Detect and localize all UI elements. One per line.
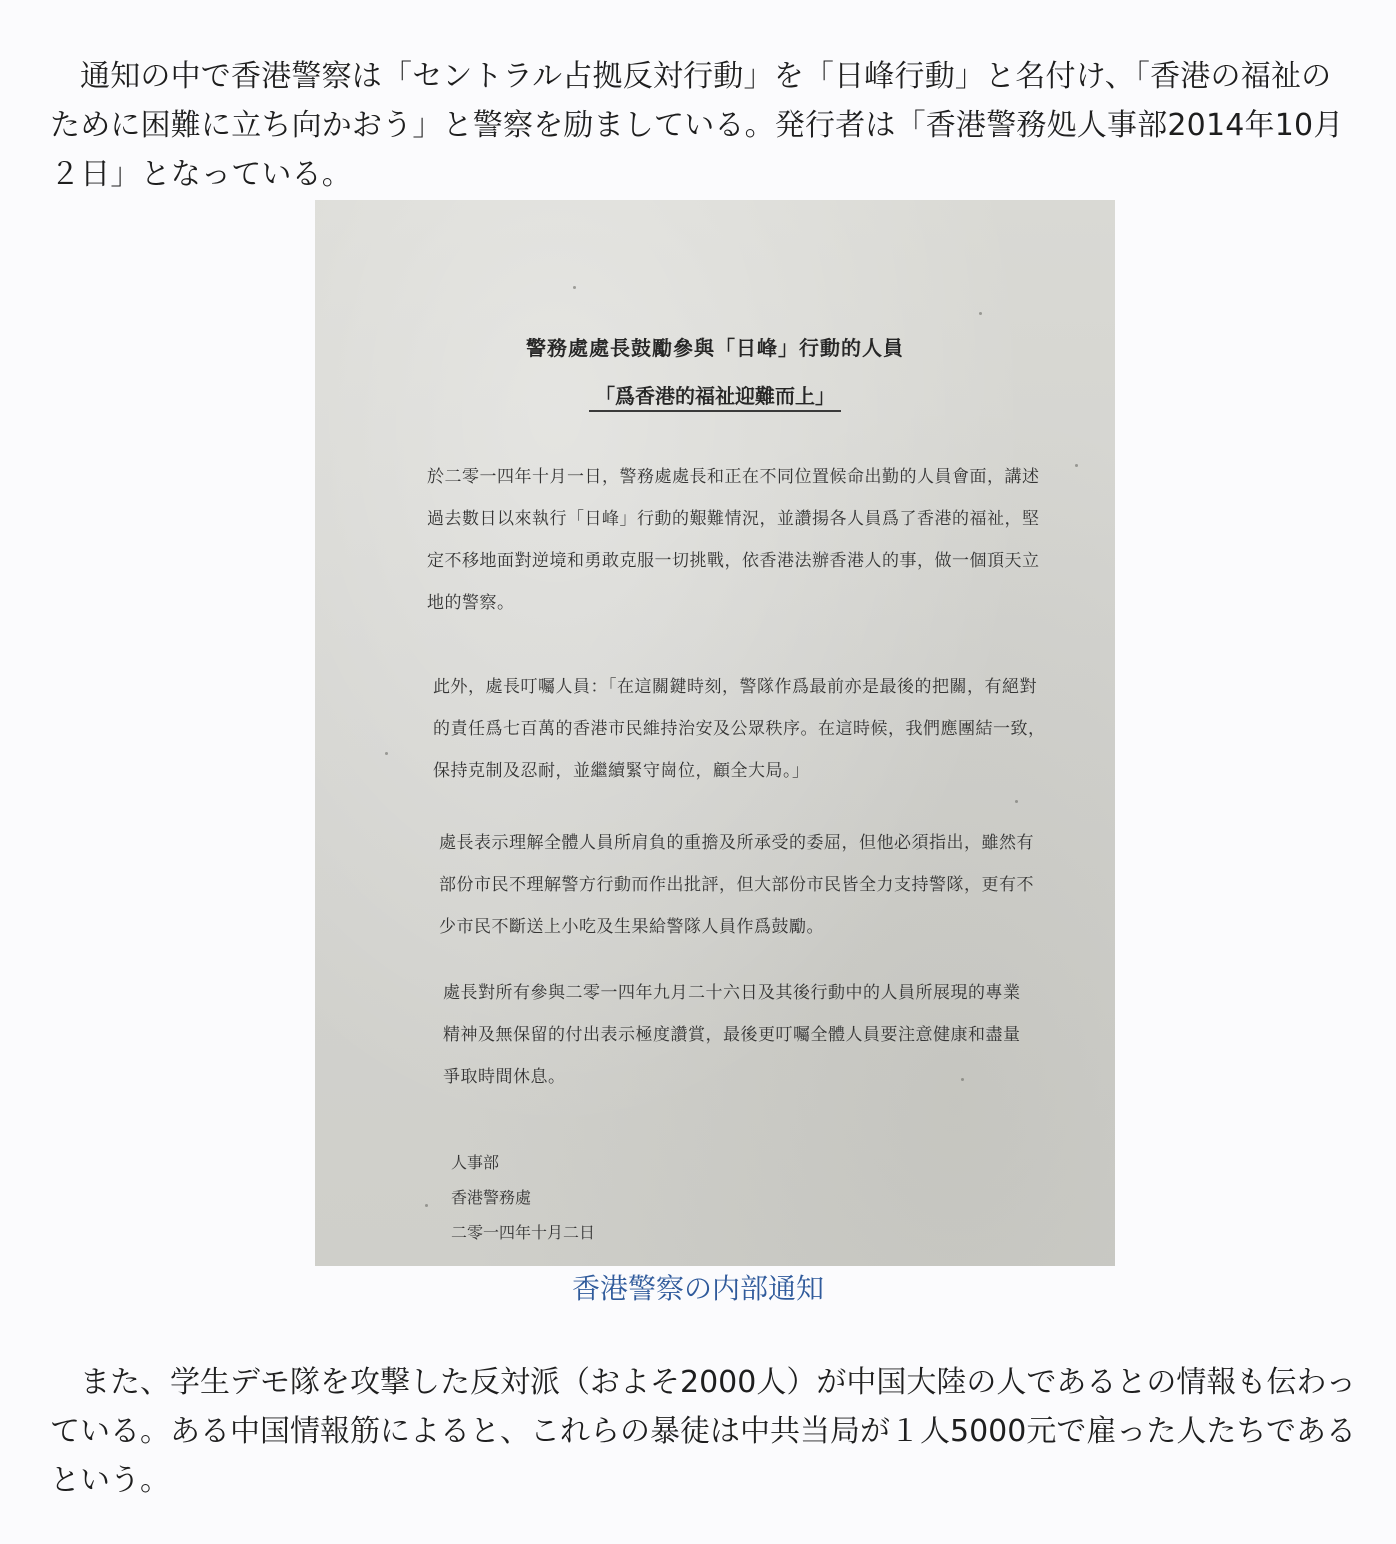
document-signature	[451, 1145, 595, 1250]
document-figure	[315, 200, 1115, 1266]
document-paragraph-4: 處長對所有參與二零一四年九月二十六日及其後行動中的人員所展現的專業精神及無保留的付出表示極度讚賞，最後更叮囑全體人員要注意健康和盡量爭取時間休息。	[443, 983, 1021, 1087]
document-title: 警務處處長鼓勵參與「日峰」行動的人員	[526, 336, 904, 360]
signature-organization: 香港警務處	[451, 1188, 532, 1207]
document-subtitle-text: 「爲香港的福祉迎難而上」	[589, 384, 841, 412]
article-body	[50, 52, 1350, 199]
signature-date: 二零一四年十月二日	[451, 1223, 596, 1242]
document-paragraph-2: 此外，處長叮囑人員：「在這關鍵時刻，警隊作爲最前亦是最後的把關，有絕對的責任爲七百萬的香港市民維持治安及公眾秩序。在這時候，我們應團結一致，保持克制及忍耐，並繼續緊守崗位，顧全大局。」	[433, 677, 1046, 781]
document-subtitle	[315, 380, 1115, 409]
intro-paragraph: 通知の中で香港警察は「セントラル占拠反対行動」を「日峰行動」と名付け、「香港の福祉のために困難に立ち向かおう」と警察を励ましている。発行者は「香港警務処人事部2014年10月２日」となっている。	[50, 59, 1344, 192]
second-paragraph: また、学生デモ隊を攻撃した反対派（およそ2000人）が中国大陸の人であるとの情報も伝わっている。ある中国情報筋によると、これらの暴徒は中共当局が１人5000元で雇った人たちであるという。	[50, 1365, 1357, 1498]
document-paragraph-3: 處長表示理解全體人員所肩負的重擔及所承受的委屈，但他必須指出，雖然有部份市民不理解警方行動而作出批評，但大部份市民皆全力支持警隊，更有不少市民不斷送上小吃及生果給警隊人員作爲鼓勵。	[439, 833, 1034, 937]
document-photo	[315, 200, 1115, 1266]
document-paragraph-1: 於二零一四年十月一日，警務處處長和正在不同位置候命出勤的人員會面，講述過去數日以來執行「日峰」行動的艱難情況，並讚揚各人員爲了香港的福祉，堅定不移地面對逆境和勇敢克服一切挑戰，依香港法辦香港人的事，做一個頂天立地的警察。	[427, 467, 1040, 613]
signature-department: 人事部	[451, 1153, 500, 1172]
figure-caption: 香港警察の内部通知	[571, 1272, 824, 1305]
